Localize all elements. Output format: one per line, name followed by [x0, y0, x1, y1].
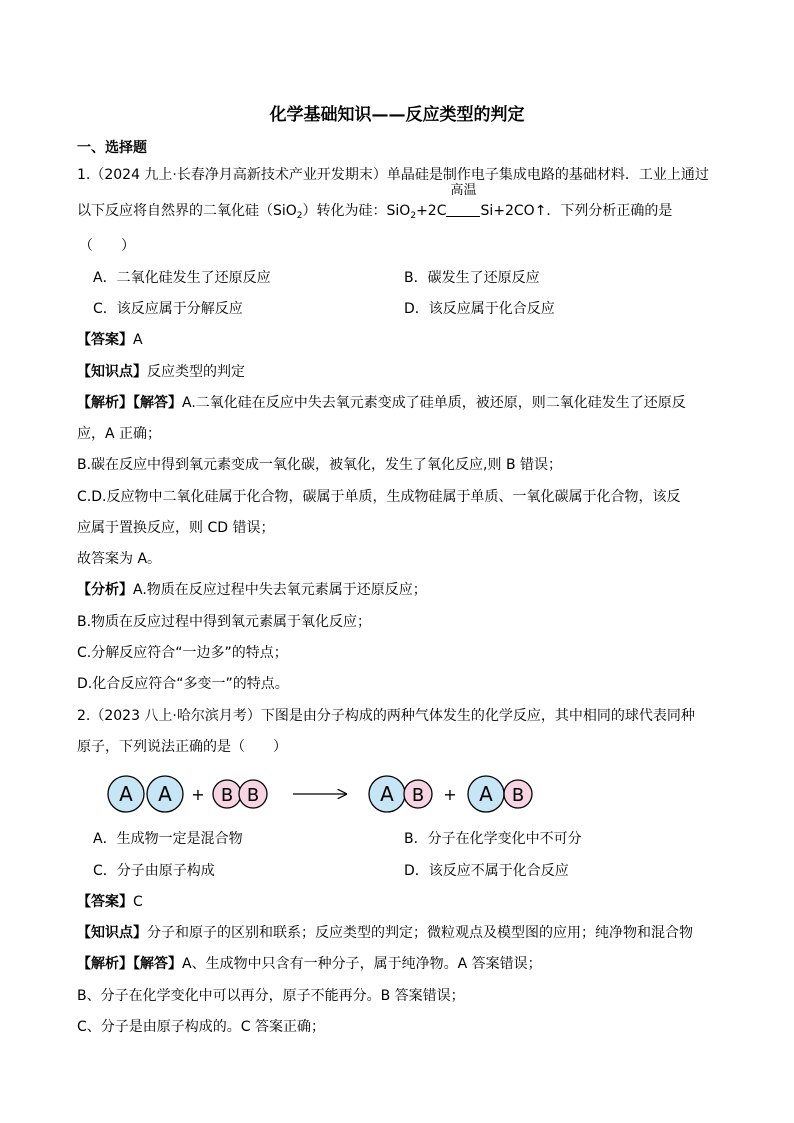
q1-stem-line1: 1.（2024 九上·长春净月高新技术产业开发期末）单晶硅是制作电子集成电路的基础材料．工业上通过: [77, 167, 709, 183]
q2-analysis-line3: C、分子是由原子构成的。C 答案正确；: [77, 1019, 325, 1035]
q2-analysis-line2: B、分子在化学变化中可以再分，原子不能再分。B 答案错误；: [77, 988, 465, 1004]
q1-fenxi-line3: C.分解反应符合“一边多”的特点；: [77, 645, 288, 661]
atom-b-label: B: [246, 785, 260, 806]
atom-b-label: B: [511, 785, 525, 806]
q2-analysis-line1: 【解析】【解答】A、生成物中只含有一种分子，属于纯净物。A 答案错误；: [77, 956, 542, 972]
q2-answer: 【答案】C: [77, 894, 143, 910]
q1-analysis-line6: 故答案为 A。: [77, 551, 162, 567]
q1-option-a[interactable]: A．二氧化硅发生了还原反应: [93, 270, 271, 286]
plus-sign: +: [191, 785, 205, 804]
q1-fenxi-line4: D.化合反应符合“多变一”的特点。: [77, 676, 289, 692]
q1-option-c[interactable]: C．该反应属于分解反应: [93, 301, 243, 317]
reaction-diagram: [100, 770, 540, 820]
molecule-ab: [369, 776, 432, 812]
section-heading: 一、选择题: [77, 140, 147, 156]
q2-knowledge-point: 【知识点】分子和原子的区别和联系；反应类型的判定；微粒观点及模型图的应用；纯净物和混合物: [77, 925, 693, 941]
atom-b-label: B: [411, 785, 425, 806]
q1-analysis-line4: C.D.反应物中二氧化硅属于化合物，碳属于单质，生成物硅属于单质、一氧化碳属于化合物，该反: [77, 489, 681, 505]
q2-stem-line2: 原子，下列说法正确的是（ ）: [77, 739, 287, 755]
q1-option-b[interactable]: B．碳发生了还原反应: [404, 270, 540, 286]
page-title: 化学基础知识——反应类型的判定: [269, 105, 525, 125]
q2-stem-line1: 2.（2023 八上·哈尔滨月考）下图是由分子构成的两种气体发生的化学反应，其中相同的球代表同种: [77, 708, 695, 724]
q2-option-d[interactable]: D．该反应不属于化合反应: [404, 863, 569, 879]
atom-a-label: A: [158, 782, 172, 806]
molecule-b2: [213, 780, 267, 808]
molecule-ab: [468, 776, 532, 812]
q1-fenxi-line1: 【分析】A.物质在反应过程中失去氧元素属于还原反应；: [77, 582, 427, 598]
atom-b-label: B: [220, 785, 234, 806]
q2-option-a[interactable]: A．生成物一定是混合物: [93, 831, 243, 847]
q1-knowledge-point: 【知识点】反应类型的判定: [77, 364, 245, 380]
q2-option-c[interactable]: C．分子由原子构成: [93, 863, 215, 879]
plus-sign: +: [443, 785, 457, 804]
q2-option-b[interactable]: B．分子在化学变化中不可分: [404, 831, 582, 847]
q1-analysis-line5: 应属于置换反应，则 CD 错误；: [77, 520, 275, 536]
q1-answer: 【答案】A: [77, 332, 143, 348]
q1-answer-paren: （ ）: [79, 238, 135, 254]
q1-option-d[interactable]: D．该反应属于化合反应: [404, 301, 555, 317]
atom-a-label: A: [119, 782, 133, 806]
molecule-a2: [108, 776, 183, 812]
atom-a-label: A: [380, 782, 394, 806]
q1-stem-line2: 以下反应将自然界的二氧化硅（SiO$_2$）转化为硅：SiO$_2$+2C 高温 Si+2CO↑．下列分析正确的是: [77, 183, 673, 221]
q1-fenxi-line2: B.物质在反应过程中得到氧元素属于氧化反应；: [77, 614, 372, 630]
q1-analysis-line1: 【解析】【解答】A.二氧化硅在反应中失去氧元素变成了硅单质，被还原，则二氧化硅发生了还原反: [77, 395, 686, 411]
q1-analysis-line3: B.碳在反应中得到氧元素变成一氧化碳，被氧化，发生了氧化反应,则 B 错误；: [77, 457, 563, 473]
reaction-condition: 高温: [446, 201, 480, 215]
q1-analysis-line2: 应，A 正确；: [77, 426, 162, 442]
atom-a-label: A: [479, 782, 493, 806]
